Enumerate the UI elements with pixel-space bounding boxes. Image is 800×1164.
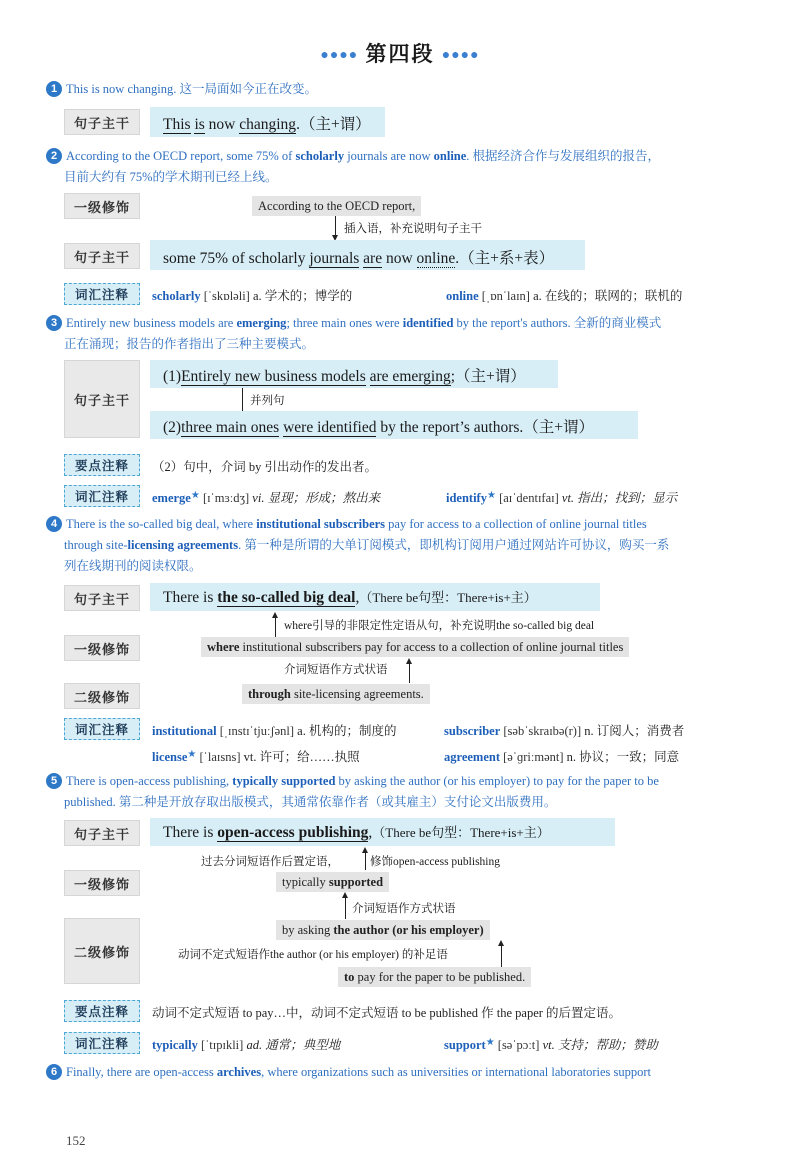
title-dots-right-icon: ●●●●: [441, 48, 480, 64]
label-level1: 一级修饰: [64, 193, 140, 219]
s3-note: 并列句: [250, 395, 285, 407]
star-icon: ★: [190, 490, 200, 501]
s2-main-clause: some 75% of scholarly journals are now online.（主+系+表）: [163, 250, 555, 267]
s4-vocab-4: agreement [əˈɡriːmənt] n. 协议；一致；同意: [444, 750, 680, 764]
s5-arrow-line-3: [501, 945, 502, 967]
s5-level1-box: typically supported: [276, 872, 389, 892]
sentence-2-paragraph: 2 According to the OECD report, some 75% of scholarly journals are now online. 根据经济合作与发展组织的报告，: [46, 146, 660, 167]
s4-note-1: where引导的非限定性定语从句，补充说明the so-called big deal: [284, 620, 595, 632]
label-level2: 二级修饰: [64, 918, 140, 984]
label-vocab: 词汇注释: [64, 283, 140, 305]
label-vocab: 词汇注释: [64, 718, 140, 740]
s3-vocab-1: emerge★ [ɪˈmɜːdʒ] vi. 显现；形成；熬出来: [152, 490, 381, 505]
s5-arrow-line-2: [345, 897, 346, 919]
label-level1: 一级修饰: [64, 870, 140, 896]
s5-main-clause: There is open-access publishing,（There be句型：There+is+主）: [163, 824, 550, 841]
sentence-5-paragraph-line2: published. 第二种是开放存取出版模式，其通常依靠作者（或其雇主）支付论文出版费用。: [64, 795, 557, 809]
s5-note-1b: 修饰open-access publishing: [370, 856, 500, 868]
s5-vocab-2: support★ [səˈpɔːt] vt. 支持；帮助；赞助: [444, 1037, 658, 1052]
s5-level2-box-2: to pay for the paper to be published.: [338, 967, 531, 987]
s5-note-3: 动词不定式短语作the author (or his employer) 的补足语: [178, 949, 448, 961]
title-dots-left-icon: ●●●●: [320, 48, 359, 64]
label-key: 要点注释: [64, 1000, 140, 1022]
sentence-5-paragraph: 5 There is open-access publishing, typically supported by asking the author (or his employer) to pay for the paper to be: [46, 771, 659, 792]
label-level1: 一级修饰: [64, 635, 140, 661]
s4-vocab-1: institutional [ˌɪnstɪˈtjuːʃənl] a. 机构的；制度的: [152, 724, 397, 738]
s5-vocab-1: typically [ˈtɪpɪkli] ad. 通常；典型地: [152, 1038, 341, 1052]
s3-connector-line: [242, 388, 243, 412]
label-vocab: 词汇注释: [64, 1032, 140, 1054]
sentence-4-paragraph-line3: 列在线期刊的阅读权限。: [64, 559, 202, 573]
sentence-number-badge: 3: [46, 315, 62, 331]
star-icon: ★: [187, 749, 197, 760]
s4-arrow-line-2: [409, 663, 410, 683]
s5-arrow-line: [365, 852, 366, 870]
s1-main-clause: This is now changing.（主+谓）: [163, 116, 371, 133]
s4-arrow-up-icon-2: [406, 658, 412, 664]
sentence-3-paragraph-line2: 正在涌现；报告的作者指出了三种主要模式。: [64, 337, 315, 351]
page-number: 152: [66, 1133, 86, 1148]
sentence-number-badge: 2: [46, 148, 62, 164]
s4-vocab-3: license★ [ˈlaɪsns] vt. 许可；给……执照: [152, 749, 360, 764]
s5-key-note: 动词不定式短语 to pay…中，动词不定式短语 to be published 作 the paper 的后置定语。: [152, 1006, 622, 1020]
label-main-clause: 句子主干: [64, 820, 140, 846]
sentence-number-badge: 4: [46, 516, 62, 532]
label-main-clause: 句子主干: [64, 243, 140, 269]
s3-key-note: （2）句中，介词 by 引出动作的发出者。: [152, 460, 378, 474]
sentence-number-badge: 6: [46, 1064, 62, 1080]
label-main-clause: 句子主干: [64, 109, 140, 135]
s4-main-clause: There is the so-called big deal,（There be句型：There+is+主）: [163, 589, 537, 606]
star-icon: ★: [486, 490, 496, 501]
s2-vocab-1: scholarly [ˈskɒləli] a. 学术的；博学的: [152, 289, 353, 303]
s2-arrow-line: [335, 216, 336, 236]
s4-note-2: 介词短语作方式状语: [284, 664, 388, 676]
label-key: 要点注释: [64, 454, 140, 476]
s5-level2-box-1: by asking the author (or his employer): [276, 920, 490, 940]
sentence-3-paragraph: 3 Entirely new business models are emerging; three main ones were identified by the report's authors. 全新的商业模式: [46, 313, 661, 334]
s4-level1-box: where institutional subscribers pay for access to a collection of online journal titles: [201, 637, 629, 657]
sentence-1-paragraph: 1 This is now changing. 这一局面如今正在改变。: [46, 79, 317, 100]
sentence-number-badge: 1: [46, 81, 62, 97]
sentence-4-paragraph-line2: through site-licensing agreements. 第一种是所谓的大单订阅模式，即机构订阅用户通过网站许可协议，购买一系: [64, 538, 670, 552]
sentence-6-paragraph: 6 Finally, there are open-access archives, where organizations such as universities or international laboratories support: [46, 1062, 651, 1083]
label-vocab: 词汇注释: [64, 485, 140, 507]
s2-note: 插入语，补充说明句子主干: [344, 223, 482, 235]
label-main-clause: 句子主干: [64, 585, 140, 611]
s3-main-clause-1: (1)Entirely new business models are emerging;（主+谓）: [163, 368, 526, 385]
s5-note-2: 介词短语作方式状语: [352, 903, 456, 915]
label-level2: 二级修饰: [64, 683, 140, 709]
s3-vocab-2: identify★ [aɪˈdentɪfaɪ] vt. 指出；找到；显示: [446, 490, 678, 505]
section-title: ●●●● 第四段 ●●●●: [320, 42, 480, 66]
sentence-4-paragraph: 4 There is the so-called big deal, where institutional subscribers pay for access to a collection of online journal titles: [46, 514, 647, 535]
s4-vocab-2: subscriber [səbˈskraɪbə(r)] n. 订阅人；消费者: [444, 724, 685, 738]
s4-level2-box: through site-licensing agreements.: [242, 684, 430, 704]
s2-vocab-2: online [ˌɒnˈlaɪn] a. 在线的；联网的；联机的: [446, 289, 683, 303]
s3-main-clause-2: (2)three main ones were identified by the report’s authors.（主+谓）: [163, 419, 595, 436]
sentence-number-badge: 5: [46, 773, 62, 789]
sentence-2-paragraph-line2: 目前大约有 75%的学术期刊已经上线。: [64, 170, 278, 184]
star-icon: ★: [485, 1037, 495, 1048]
s4-arrow-line: [275, 617, 276, 639]
label-main-clause: 句子主干: [64, 360, 140, 438]
s5-note-1a: 过去分词短语作后置定语，: [201, 856, 339, 868]
s2-level1-box: According to the OECD report,: [252, 196, 421, 216]
